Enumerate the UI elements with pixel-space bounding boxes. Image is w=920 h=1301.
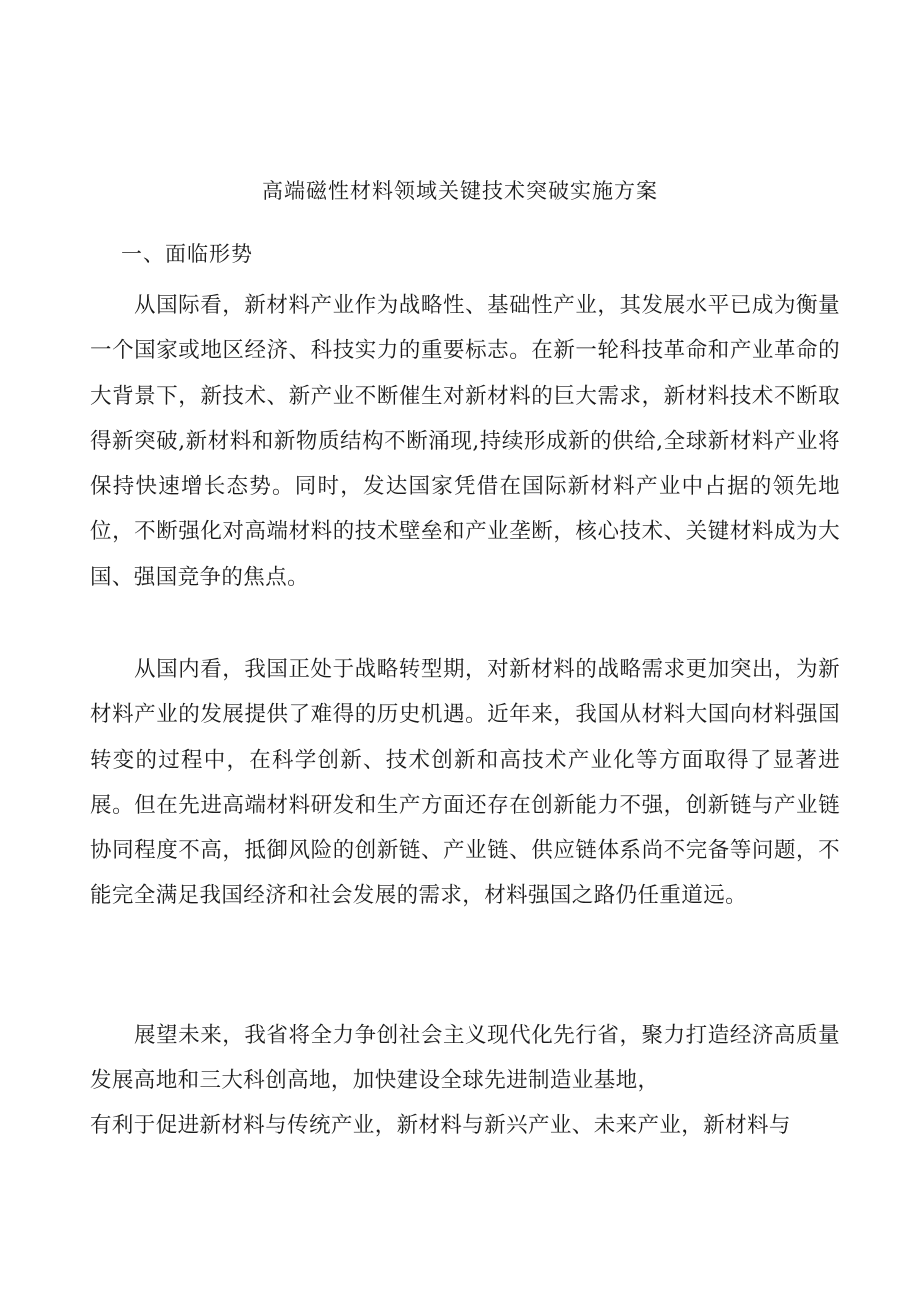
paragraph-domestic: 从国内看，我国正处于战略转型期，对新材料的战略需求更加突出，为新材料产业的发展提供了难得的历史机遇。近年来，我国从材料大国向材料强国转变的过程中，在科学创新、技术创新和高技术产业化等方面取得了显著进展。但在先进高端材料研发和生产方面还存在创新能力不强，创新链与产业链协同程度不高，抵御风险的创新链、产业链、供应链体系尚不完备等问题，不能完全满足我国经济和社会发展的需求，材料强国之路仍任重道远。 xyxy=(90,657,840,909)
paragraph-outlook: 展望未来，我省将全力争创社会主义现代化先行省，聚力打造经济高质量发展高地和三大科创高地，加快建设全球先进制造业基地， xyxy=(90,1023,840,1094)
section-heading: 一、面临形势 xyxy=(121,242,253,266)
paragraph-international: 从国际看，新材料产业作为战略性、基础性产业，其发展水平已成为衡量一个国家或地区经济、科技实力的重要标志。在新一轮科技革命和产业革命的大背景下，新技术、新产业不断催生对新材料的巨大需求，新材料技术不断取得新突破,新材料和新物质结构不断涌现,持续形成新的供给,全球新材料产业将保持快速增长态势。同时，发达国家凭借在国际新材料产业中占据的领先地位，不断强化对高端材料的技术壁垒和产业垄断，核心技术、关键材料成为大国、强国竞争的焦点。 xyxy=(90,293,840,590)
paragraph-continuation: 有利于促进新材料与传统产业，新材料与新兴产业、未来产业，新材料与 xyxy=(90,1113,791,1138)
document-title: 高端磁性材料领域关键技术突破实施方案 xyxy=(262,179,658,203)
